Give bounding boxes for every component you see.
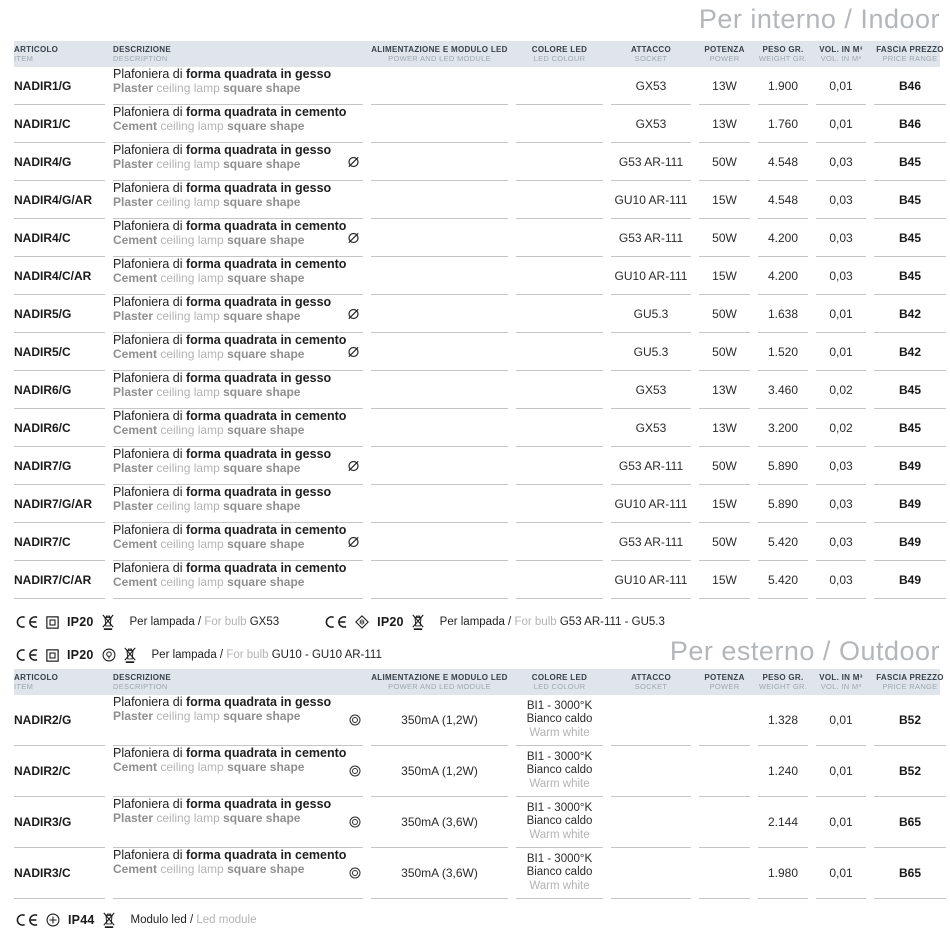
colore-led-cell: [516, 695, 603, 746]
article-code: NADIR5/C: [14, 333, 105, 371]
description-cell: [113, 67, 363, 105]
led-colour-it: Bianco caldo: [526, 866, 593, 879]
fascia-prezzo-cell: B46: [874, 105, 946, 143]
column-header-volume: VOL. IN M³ VOL. IN M³: [819, 673, 863, 691]
article-code: NADIR6/C: [14, 409, 105, 447]
description-cell: [113, 695, 363, 746]
description-italian: Plafoniera di forma quadrata in gesso: [113, 143, 332, 157]
description-italian: Plafoniera di forma quadrata in cemento: [113, 848, 347, 862]
outdoor-section-title: Per esterno / Outdoor: [669, 636, 940, 666]
peso-cell: 5.420: [758, 561, 808, 599]
description-english: Cement ceiling lamp square shape: [113, 271, 305, 285]
outdoor-table-header: [14, 669, 944, 695]
ip-rating: IP44: [68, 913, 95, 927]
potenza-cell: 50W: [699, 523, 750, 561]
column-header-alimentazione: ALIMENTAZIONE E MODULO LED POWER AND LED MODULE: [371, 673, 508, 691]
table-row: [14, 485, 940, 523]
fascia-prezzo-cell: B65: [874, 797, 946, 848]
description-italian: Plafoniera di forma quadrata in cemento: [113, 333, 347, 347]
attacco-cell: GU10 AR-111: [611, 181, 691, 219]
attacco-cell: GX53: [611, 409, 691, 447]
description-english: Plaster ceiling lamp square shape: [113, 499, 301, 513]
potenza-cell: 50W: [699, 333, 750, 371]
volume-cell: 0,03: [816, 143, 866, 181]
table-row: [14, 295, 940, 333]
fascia-prezzo-cell: B52: [874, 746, 946, 797]
description-english: Plaster ceiling lamp square shape: [113, 157, 301, 171]
attacco-cell: [611, 797, 691, 848]
cert-label: Per lampada / For bulb GU10 - GU10 AR-111: [151, 649, 382, 661]
peso-cell: 1.328: [758, 695, 808, 746]
description-cell: [113, 746, 363, 797]
alimentazione-cell: [371, 257, 508, 295]
diamond-f-icon: [355, 615, 369, 629]
volume-cell: 0,03: [816, 523, 866, 561]
description-cell: [113, 523, 363, 561]
peso-cell: 1.638: [758, 295, 808, 333]
description-english: Plaster ceiling lamp square shape: [113, 81, 301, 95]
attacco-cell: G53 AR-111: [611, 447, 691, 485]
alimentazione-cell: [371, 485, 508, 523]
led-colour-it: Bianco caldo: [526, 713, 593, 726]
column-header-fascia-prezzo: FASCIA PREZZO PRICE RANGE: [876, 673, 944, 691]
fascia-prezzo-cell: B52: [874, 695, 946, 746]
cert-and-outdoor-title-row: [14, 636, 940, 667]
ip-rating: IP20: [67, 648, 94, 662]
attacco-cell: GX53: [611, 371, 691, 409]
alimentazione-cell: [371, 409, 508, 447]
indoor-section-title: Per interno / Indoor: [698, 4, 940, 34]
alimentazione-cell: [371, 295, 508, 333]
fascia-prezzo-cell: B42: [874, 295, 946, 333]
led-module-double-circle-icon: [349, 867, 361, 879]
peso-cell: 5.420: [758, 523, 808, 561]
potenza-cell: 13W: [699, 67, 750, 105]
fascia-prezzo-cell: B45: [874, 409, 946, 447]
column-header-alimentazione: ALIMENTAZIONE E MODULO LED POWER AND LED MODULE: [371, 45, 508, 63]
volume-cell: 0,02: [816, 371, 866, 409]
description-cell: [113, 143, 363, 181]
ip-rating: IP20: [67, 615, 94, 629]
ce-mark-icon: [14, 649, 38, 661]
colore-led-cell: [516, 447, 603, 485]
alimentazione-cell: 350mA (3,6W): [371, 848, 508, 899]
indoor-cert-line-2: [14, 647, 382, 663]
attacco-cell: G53 AR-111: [611, 219, 691, 257]
attacco-cell: [611, 848, 691, 899]
no-bulb-diameter-icon: [346, 344, 361, 359]
column-header-peso: PESO GR. WEIGHT GR.: [758, 673, 808, 691]
fascia-prezzo-cell: B45: [874, 143, 946, 181]
colore-led-cell: [516, 333, 603, 371]
article-code: NADIR3/G: [14, 797, 105, 848]
led-code: BI1 - 3000°K: [526, 852, 593, 865]
fascia-prezzo-cell: B42: [874, 333, 946, 371]
article-code: NADIR7/G/AR: [14, 485, 105, 523]
peso-cell: 1.980: [758, 848, 808, 899]
cert-group-led-module: [14, 912, 256, 928]
description-english: Plaster ceiling lamp square shape: [113, 811, 301, 825]
description-cell: [113, 409, 363, 447]
indoor-table-header: [14, 41, 944, 67]
no-bulb-diameter-icon: [346, 230, 361, 245]
no-bulb-diameter-icon: [346, 458, 361, 473]
colore-led-cell: [516, 746, 603, 797]
outdoor-table: [14, 695, 940, 899]
fascia-prezzo-cell: B45: [874, 257, 946, 295]
attacco-cell: GU10 AR-111: [611, 257, 691, 295]
table-row: [14, 797, 940, 848]
table-row: [14, 561, 940, 599]
article-code: NADIR4/G/AR: [14, 181, 105, 219]
colore-led-cell: [516, 257, 603, 295]
description-italian: Plafoniera di forma quadrata in cemento: [113, 523, 347, 537]
peso-cell: 1.240: [758, 746, 808, 797]
fascia-prezzo-cell: B65: [874, 848, 946, 899]
volume-cell: 0,03: [816, 219, 866, 257]
column-header-attacco: ATTACCO SOCKET: [630, 673, 672, 691]
fascia-prezzo-cell: B49: [874, 523, 946, 561]
volume-cell: 0,01: [816, 848, 866, 899]
led-colour-en: Warm white: [529, 726, 590, 739]
article-code: NADIR4/G: [14, 143, 105, 181]
led-code: BI1 - 3000°K: [526, 750, 593, 763]
table-row: [14, 333, 940, 371]
volume-cell: 0,01: [816, 797, 866, 848]
article-code: NADIR1/G: [14, 67, 105, 105]
led-code: BI1 - 3000°K: [526, 699, 593, 712]
colore-led-cell: [516, 848, 603, 899]
description-cell: [113, 105, 363, 143]
description-italian: Plafoniera di forma quadrata in cemento: [113, 746, 347, 760]
class-ii-square-icon: [46, 616, 59, 629]
potenza-cell: [699, 848, 750, 899]
potenza-cell: 13W: [699, 409, 750, 447]
column-header-peso: PESO GR. WEIGHT GR.: [758, 45, 808, 63]
column-header-potenza: POTENZA POWER: [704, 45, 745, 63]
led-module-double-circle-icon: [349, 714, 361, 726]
table-row: [14, 447, 940, 485]
description-italian: Plafoniera di forma quadrata in gesso: [113, 67, 332, 81]
colore-led-cell: [516, 485, 603, 523]
description-italian: Plafoniera di forma quadrata in cemento: [113, 561, 347, 575]
table-row: [14, 409, 940, 447]
column-header-descrizione: DESCRIZIONE DESCRIPTION: [113, 673, 171, 691]
alimentazione-cell: [371, 333, 508, 371]
description-italian: Plafoniera di forma quadrata in gesso: [113, 371, 332, 385]
description-cell: [113, 561, 363, 599]
column-header-descrizione: DESCRIZIONE DESCRIPTION: [113, 45, 171, 63]
description-italian: Plafoniera di forma quadrata in cemento: [113, 219, 347, 233]
colore-led-cell: [516, 409, 603, 447]
peso-cell: 3.200: [758, 409, 808, 447]
description-english: Plaster ceiling lamp square shape: [113, 709, 301, 723]
potenza-cell: 50W: [699, 295, 750, 333]
lamp-holder-circle-icon: [102, 648, 116, 662]
cert-group-gx53: [14, 614, 279, 630]
description-italian: Plafoniera di forma quadrata in cemento: [113, 105, 347, 119]
attacco-cell: GU10 AR-111: [611, 485, 691, 523]
colore-led-cell: [516, 295, 603, 333]
ce-mark-icon: [14, 914, 38, 926]
colore-led-cell: [516, 797, 603, 848]
alimentazione-cell: [371, 447, 508, 485]
cert-label: Modulo led / Led module: [130, 914, 257, 926]
colore-led-cell: [516, 219, 603, 257]
description-italian: Plafoniera di forma quadrata in cemento: [113, 409, 347, 423]
indoor-table: [14, 67, 940, 599]
colore-led-cell: [516, 105, 603, 143]
volume-cell: 0,01: [816, 105, 866, 143]
led-colour-it: Bianco caldo: [526, 815, 593, 828]
description-italian: Plafoniera di forma quadrata in gesso: [113, 797, 332, 811]
cert-label: Per lampada / For bulb GX53: [129, 616, 280, 628]
table-row: [14, 105, 940, 143]
led-colour-en: Warm white: [529, 828, 590, 841]
fascia-prezzo-cell: B46: [874, 67, 946, 105]
circle-cross-icon: [46, 913, 60, 927]
cert-group-g53-gu53: [323, 614, 665, 630]
fascia-prezzo-cell: B49: [874, 447, 946, 485]
potenza-cell: 15W: [699, 181, 750, 219]
description-english: Plaster ceiling lamp square shape: [113, 195, 301, 209]
colore-led-cell: [516, 371, 603, 409]
peso-cell: 1.900: [758, 67, 808, 105]
description-english: Cement ceiling lamp square shape: [113, 862, 305, 876]
column-header-colore-led: COLORE LED LED COLOUR: [531, 45, 588, 63]
article-code: NADIR7/C/AR: [14, 561, 105, 599]
table-row: [14, 523, 940, 561]
alimentazione-cell: [371, 523, 508, 561]
article-code: NADIR6/G: [14, 371, 105, 409]
colore-led-cell: [516, 561, 603, 599]
article-code: NADIR5/G: [14, 295, 105, 333]
description-cell: [113, 257, 363, 295]
colore-led-cell: [516, 523, 603, 561]
peso-cell: 4.200: [758, 257, 808, 295]
potenza-cell: 15W: [699, 257, 750, 295]
led-colour-en: Warm white: [529, 879, 590, 892]
alimentazione-cell: [371, 561, 508, 599]
article-code: NADIR2/G: [14, 695, 105, 746]
volume-cell: 0,01: [816, 295, 866, 333]
description-english: Plaster ceiling lamp square shape: [113, 461, 301, 475]
column-header-articolo: ARTICOLO ITEM: [14, 45, 59, 63]
article-code: NADIR2/C: [14, 746, 105, 797]
led-colour-it: Bianco caldo: [526, 764, 593, 777]
weee-bin-icon: [124, 647, 136, 663]
description-english: Cement ceiling lamp square shape: [113, 575, 305, 589]
description-english: Plaster ceiling lamp square shape: [113, 309, 301, 323]
no-bulb-diameter-icon: [346, 306, 361, 321]
article-code: NADIR4/C: [14, 219, 105, 257]
peso-cell: 4.548: [758, 143, 808, 181]
class-ii-square-icon: [46, 649, 59, 662]
colore-led-cell: [516, 143, 603, 181]
ip-rating: IP20: [377, 615, 404, 629]
description-english: Cement ceiling lamp square shape: [113, 423, 305, 437]
table-row: [14, 181, 940, 219]
description-english: Plaster ceiling lamp square shape: [113, 385, 301, 399]
volume-cell: 0,02: [816, 409, 866, 447]
led-module-double-circle-icon: [349, 765, 361, 777]
volume-cell: 0,03: [816, 447, 866, 485]
alimentazione-cell: [371, 219, 508, 257]
peso-cell: 5.890: [758, 485, 808, 523]
volume-cell: 0,03: [816, 561, 866, 599]
article-code: NADIR3/C: [14, 848, 105, 899]
alimentazione-cell: [371, 143, 508, 181]
attacco-cell: G53 AR-111: [611, 143, 691, 181]
ce-mark-icon: [323, 616, 347, 628]
alimentazione-cell: [371, 105, 508, 143]
article-code: NADIR7/G: [14, 447, 105, 485]
potenza-cell: 15W: [699, 485, 750, 523]
article-code: NADIR4/C/AR: [14, 257, 105, 295]
description-cell: [113, 219, 363, 257]
led-module-double-circle-icon: [349, 816, 361, 828]
attacco-cell: GU5.3: [611, 333, 691, 371]
colore-led-cell: [516, 181, 603, 219]
description-cell: [113, 848, 363, 899]
fascia-prezzo-cell: B45: [874, 181, 946, 219]
description-english: Cement ceiling lamp square shape: [113, 537, 305, 551]
potenza-cell: 50W: [699, 447, 750, 485]
column-header-articolo: ARTICOLO ITEM: [14, 673, 59, 691]
peso-cell: 4.548: [758, 181, 808, 219]
weee-bin-icon: [103, 912, 115, 928]
peso-cell: 1.760: [758, 105, 808, 143]
attacco-cell: GU5.3: [611, 295, 691, 333]
attacco-cell: [611, 695, 691, 746]
no-bulb-diameter-icon: [346, 534, 361, 549]
cert-label: Per lampada / For bulb G53 AR-111 - GU5.3: [439, 616, 665, 628]
table-row: [14, 695, 940, 746]
colore-led-cell: [516, 67, 603, 105]
description-italian: Plafoniera di forma quadrata in gesso: [113, 181, 332, 195]
potenza-cell: 50W: [699, 219, 750, 257]
description-italian: Plafoniera di forma quadrata in gesso: [113, 295, 332, 309]
table-row: [14, 746, 940, 797]
description-italian: Plafoniera di forma quadrata in gesso: [113, 695, 332, 709]
description-cell: [113, 181, 363, 219]
description-cell: [113, 295, 363, 333]
peso-cell: 5.890: [758, 447, 808, 485]
description-cell: [113, 485, 363, 523]
alimentazione-cell: 350mA (1,2W): [371, 746, 508, 797]
alimentazione-cell: [371, 67, 508, 105]
potenza-cell: 50W: [699, 143, 750, 181]
attacco-cell: GX53: [611, 67, 691, 105]
ce-mark-icon: [14, 616, 38, 628]
potenza-cell: 15W: [699, 561, 750, 599]
volume-cell: 0,01: [816, 695, 866, 746]
volume-cell: 0,01: [816, 67, 866, 105]
peso-cell: 1.520: [758, 333, 808, 371]
peso-cell: 4.200: [758, 219, 808, 257]
peso-cell: 3.460: [758, 371, 808, 409]
table-row: [14, 848, 940, 899]
fascia-prezzo-cell: B45: [874, 219, 946, 257]
volume-cell: 0,03: [816, 485, 866, 523]
volume-cell: 0,01: [816, 333, 866, 371]
fascia-prezzo-cell: B45: [874, 371, 946, 409]
description-english: Cement ceiling lamp square shape: [113, 347, 305, 361]
column-header-potenza: POTENZA POWER: [704, 673, 745, 691]
weee-bin-icon: [102, 614, 114, 630]
column-header-fascia-prezzo: FASCIA PREZZO PRICE RANGE: [876, 45, 944, 63]
volume-cell: 0,03: [816, 181, 866, 219]
indoor-cert-line-1: [14, 614, 940, 630]
article-code: NADIR7/C: [14, 523, 105, 561]
description-cell: [113, 371, 363, 409]
table-row: [14, 371, 940, 409]
table-row: [14, 143, 940, 181]
weee-bin-icon: [412, 614, 424, 630]
outdoor-cert-line: [14, 912, 940, 928]
column-header-attacco: ATTACCO SOCKET: [630, 45, 672, 63]
column-header-colore-led: COLORE LED LED COLOUR: [531, 673, 588, 691]
potenza-cell: [699, 695, 750, 746]
volume-cell: 0,03: [816, 257, 866, 295]
fascia-prezzo-cell: B49: [874, 561, 946, 599]
table-row: [14, 67, 940, 105]
attacco-cell: G53 AR-111: [611, 523, 691, 561]
cert-group-gu10: [14, 647, 382, 663]
potenza-cell: 13W: [699, 371, 750, 409]
potenza-cell: [699, 746, 750, 797]
description-cell: [113, 333, 363, 371]
table-row: [14, 219, 940, 257]
volume-cell: 0,01: [816, 746, 866, 797]
no-bulb-diameter-icon: [346, 154, 361, 169]
description-cell: [113, 447, 363, 485]
led-colour-en: Warm white: [529, 777, 590, 790]
article-code: NADIR1/C: [14, 105, 105, 143]
attacco-cell: GX53: [611, 105, 691, 143]
description-english: Cement ceiling lamp square shape: [113, 119, 305, 133]
alimentazione-cell: 350mA (3,6W): [371, 797, 508, 848]
description-english: Cement ceiling lamp square shape: [113, 760, 305, 774]
description-italian: Plafoniera di forma quadrata in gesso: [113, 447, 332, 461]
description-cell: [113, 797, 363, 848]
table-row: [14, 257, 940, 295]
alimentazione-cell: 350mA (1,2W): [371, 695, 508, 746]
attacco-cell: GU10 AR-111: [611, 561, 691, 599]
peso-cell: 2.144: [758, 797, 808, 848]
led-code: BI1 - 3000°K: [526, 801, 593, 814]
column-header-volume: VOL. IN M³ VOL. IN M³: [819, 45, 863, 63]
description-italian: Plafoniera di forma quadrata in cemento: [113, 257, 347, 271]
potenza-cell: [699, 797, 750, 848]
alimentazione-cell: [371, 181, 508, 219]
alimentazione-cell: [371, 371, 508, 409]
description-italian: Plafoniera di forma quadrata in gesso: [113, 485, 332, 499]
description-english: Cement ceiling lamp square shape: [113, 233, 305, 247]
potenza-cell: 13W: [699, 105, 750, 143]
attacco-cell: [611, 746, 691, 797]
fascia-prezzo-cell: B49: [874, 485, 946, 523]
